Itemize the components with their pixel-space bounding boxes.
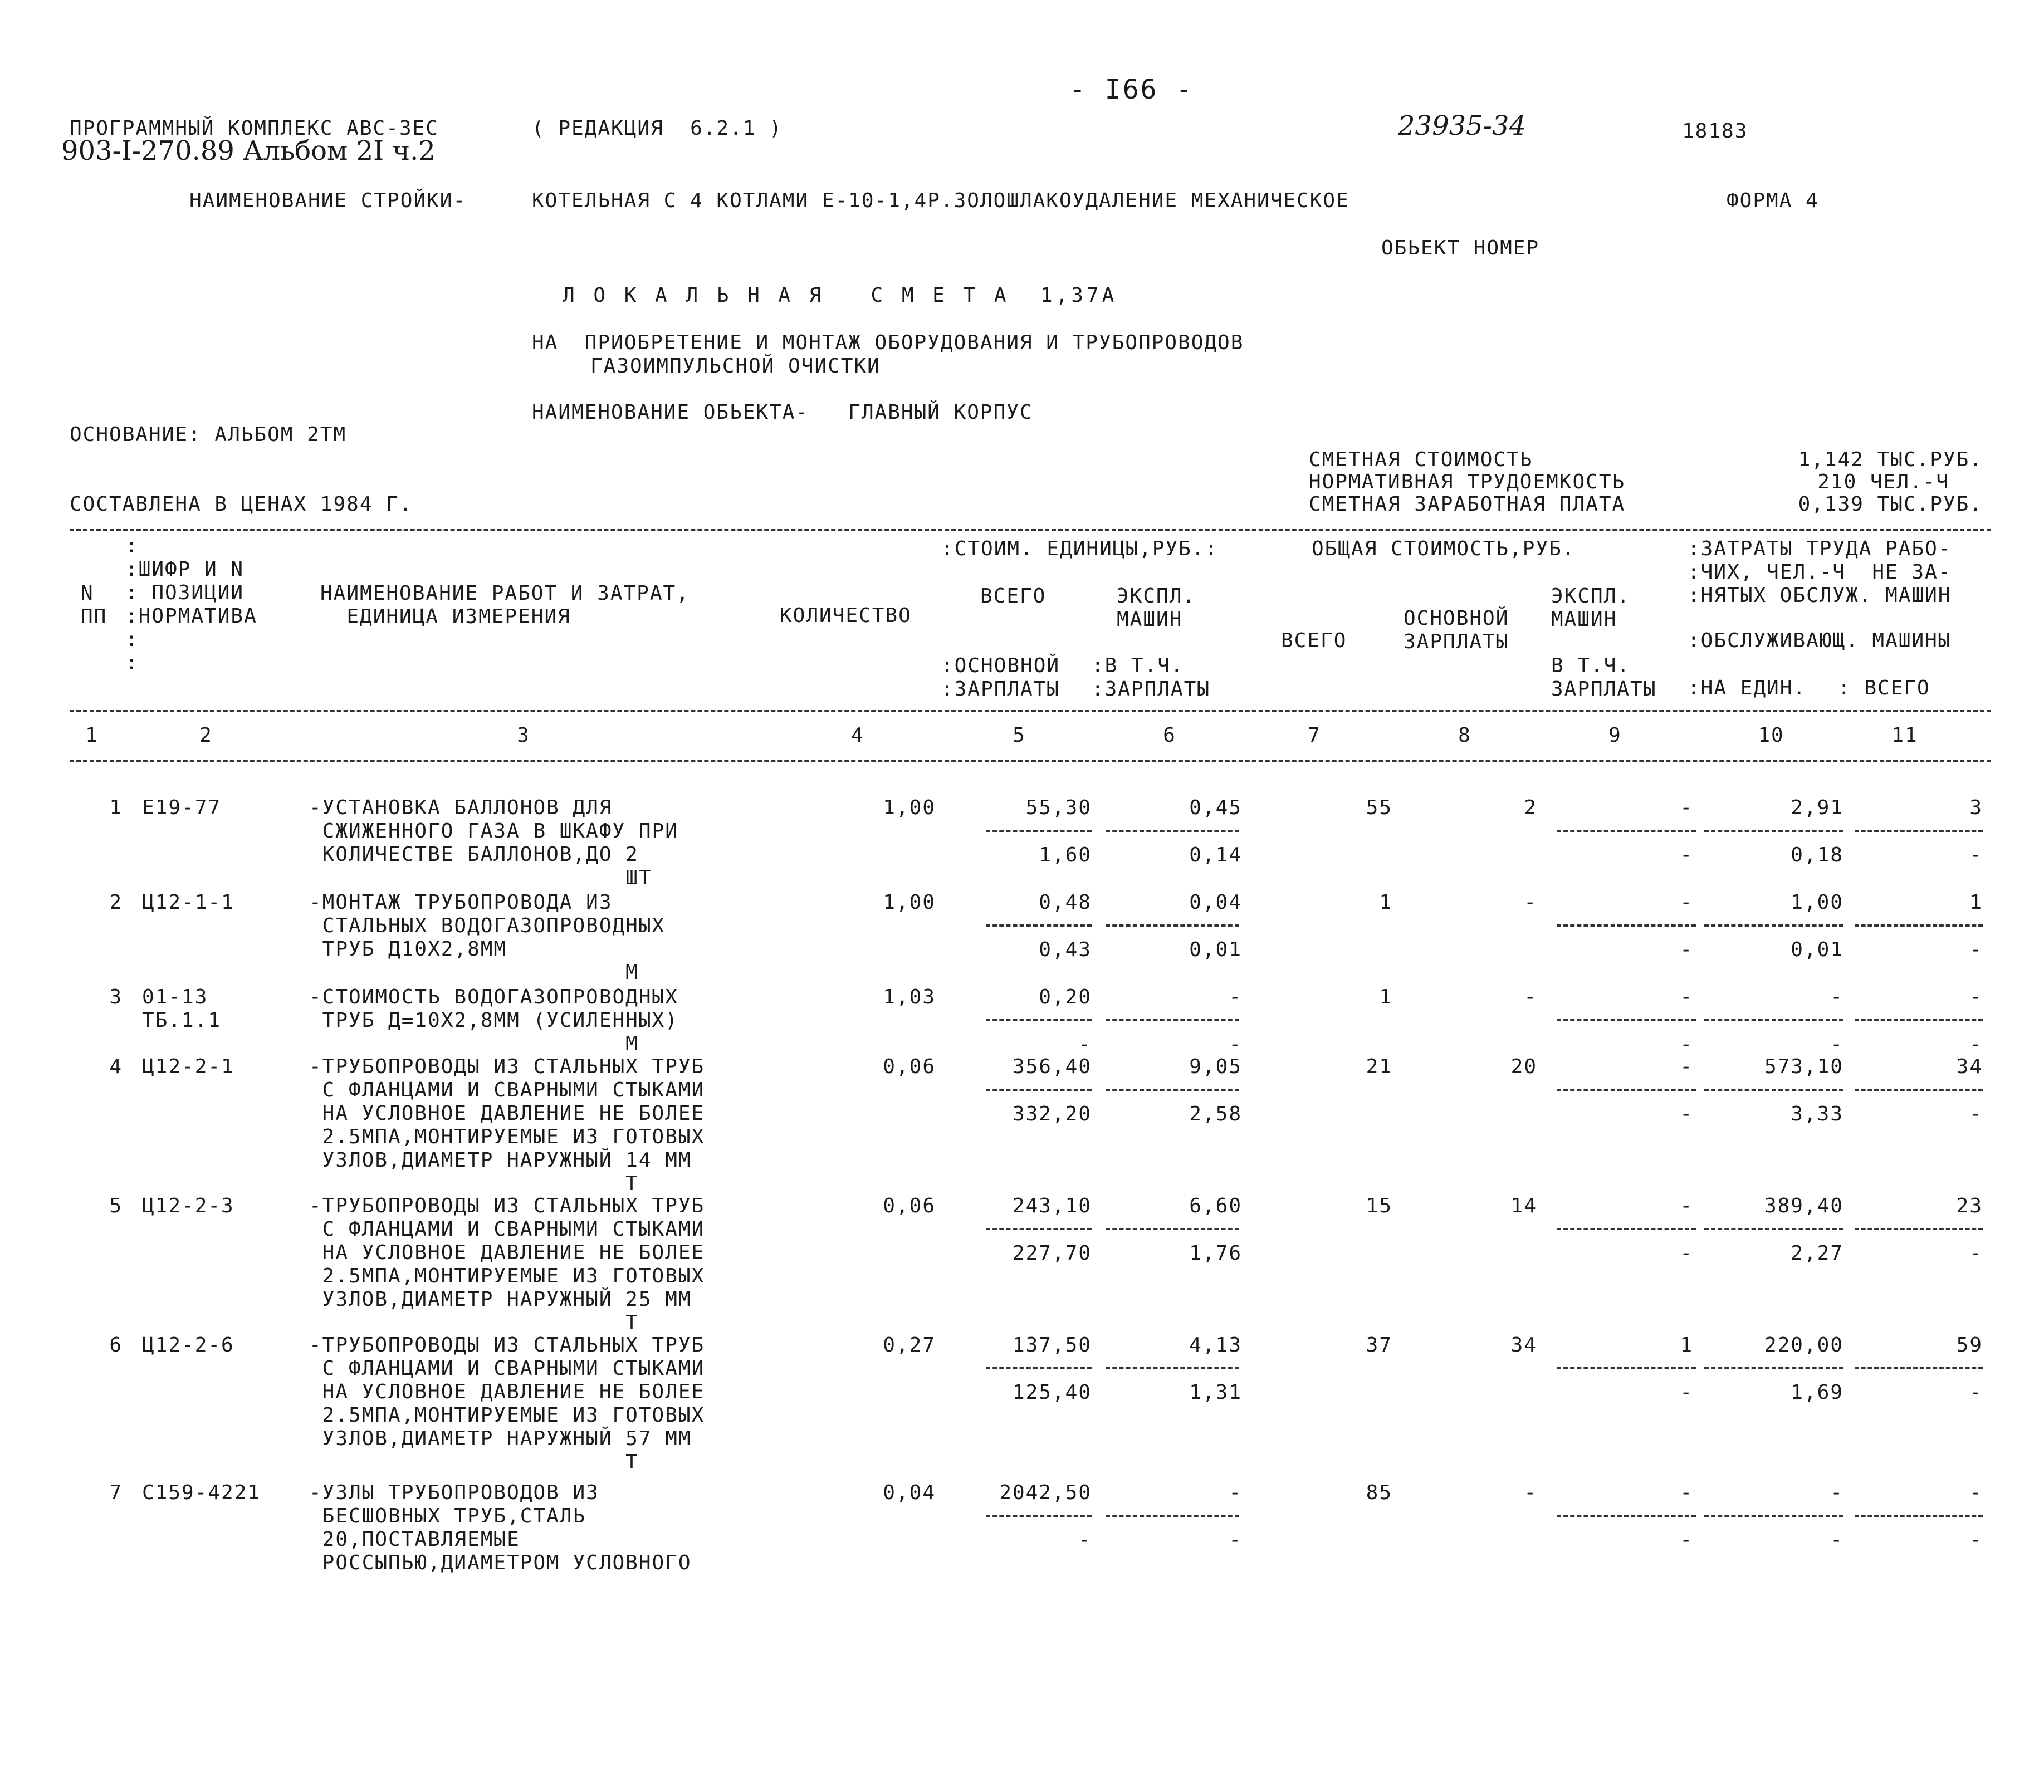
- cell-labor-mach-unit: 0,01: [1791, 938, 1843, 961]
- col-num-5: 5: [1013, 724, 1026, 747]
- cell-unit-wage: -: [1078, 1033, 1092, 1056]
- cell-total-wage: 34: [1510, 1334, 1537, 1357]
- cell-unit-total: 137,50: [1012, 1334, 1092, 1357]
- value-separator: [986, 1019, 1092, 1021]
- cell-qty: 0,06: [883, 1055, 936, 1078]
- value-separator: [1704, 830, 1843, 832]
- cell-qty: 0,06: [883, 1194, 936, 1217]
- cell-total-wage: -: [1524, 1481, 1537, 1504]
- cell-total-mach: -: [1680, 1194, 1693, 1217]
- cell-unit-mach: 0,04: [1189, 891, 1242, 914]
- cell-code: 01-13 ТБ.1.1: [142, 986, 222, 1032]
- cell-labor-mach-total: -: [1969, 1033, 1983, 1056]
- value-separator: [986, 1367, 1092, 1369]
- col-num-3: 3: [517, 724, 530, 747]
- cell-unit-wage: 227,70: [1012, 1242, 1092, 1265]
- cell-n: 6: [109, 1334, 123, 1357]
- page-number: - I66 -: [1069, 74, 1194, 105]
- value-separator: [1855, 1228, 1983, 1230]
- cell-code: Ц12-2-3: [142, 1194, 234, 1217]
- summary-value-labor: 210 ЧЕЛ.-Ч: [1817, 471, 1949, 493]
- value-separator: [986, 1089, 1092, 1091]
- cell-labor-unit: -: [1830, 1481, 1843, 1504]
- cell-unit-total: 0,20: [1039, 986, 1092, 1008]
- value-separator: [1557, 1515, 1696, 1517]
- value-separator: [1557, 1089, 1696, 1091]
- cell-total-wage: -: [1524, 986, 1537, 1008]
- col-num-11: 11: [1891, 724, 1918, 747]
- cell-total: 85: [1366, 1481, 1392, 1504]
- cell-total: 1: [1379, 986, 1392, 1008]
- value-separator: [986, 924, 1092, 927]
- cell-name: -ТРУБОПРОВОДЫ ИЗ СТАЛЬНЫХ ТРУБ С ФЛАНЦАМИ И СВАРНЫМИ СТЫКАМИ НА УСЛОВНОЕ ДАВЛЕНИЕ НЕ БОЛЕЕ 2.5МПА,МОНТИРУЕМЫЕ ИЗ ГОТОВЫХ УЗЛОВ,ДИАМЕТР НАРУЖНЫЙ 14 ММ Т: [309, 1055, 705, 1195]
- cell-total-mach-wage: -: [1680, 844, 1693, 866]
- cell-labor-mach-total: -: [1969, 844, 1983, 866]
- cell-unit-total: 2042,50: [999, 1481, 1092, 1504]
- cell-n: 2: [109, 891, 123, 914]
- construction-name: КОТЕЛЬНАЯ С 4 КОТЛАМИ Е-10-1,4Р.ЗОЛОШЛАКОУДАЛЕНИЕ МЕХАНИЧЕСКОЕ: [532, 189, 1349, 212]
- value-separator: [1704, 1367, 1843, 1369]
- cell-total-mach-wage: -: [1680, 938, 1693, 961]
- cell-code: С159-4221: [142, 1481, 261, 1504]
- cell-qty: 1,00: [883, 891, 936, 914]
- purpose-line2: ГАЗОИМПУЛЬСНОЙ ОЧИСТКИ: [590, 355, 881, 378]
- cell-name: -СТОИМОСТЬ ВОДОГАЗОПРОВОДНЫХ ТРУБ Д=10Х2,8ММ (УСИЛЕННЫХ) М: [309, 986, 678, 1055]
- col-6-header-bottom: :В Т.Ч. :ЗАРПЛАТЫ: [1092, 654, 1211, 701]
- col-5-6-header: :СТОИМ. ЕДИНИЦЫ,РУБ.:: [941, 537, 1219, 560]
- col-8-header: ОСНОВНОЙ ЗАРПЛАТЫ: [1404, 607, 1509, 653]
- cell-labor-mach-unit: 0,18: [1791, 844, 1843, 866]
- cell-code: Ц12-2-6: [142, 1334, 234, 1357]
- edition: ( РЕДАКЦИЯ 6.2.1 ): [532, 117, 783, 140]
- col-num-1: 1: [85, 724, 99, 747]
- value-separator: [1106, 1228, 1239, 1230]
- cell-labor-unit: 220,00: [1764, 1334, 1843, 1357]
- cell-total-mach-wage: -: [1680, 1242, 1693, 1265]
- cell-n: 4: [109, 1055, 123, 1078]
- value-separator: [1704, 1228, 1843, 1230]
- cell-unit-wage: 125,40: [1012, 1381, 1092, 1404]
- col-10-header: :НА ЕДИН.: [1688, 677, 1807, 699]
- cell-name: -МОНТАЖ ТРУБОПРОВОДА ИЗ СТАЛЬНЫХ ВОДОГАЗОПРОВОДНЫХ ТРУБ Д10Х2,8ММ М: [309, 891, 666, 984]
- cell-unit-mach-wage: -: [1229, 1033, 1242, 1056]
- header-mid-rule: [70, 710, 1991, 712]
- cell-labor-unit: 1,00: [1791, 891, 1843, 914]
- value-separator: [1106, 1089, 1239, 1091]
- cell-total-mach: -: [1680, 796, 1693, 819]
- cell-name: -ТРУБОПРОВОДЫ ИЗ СТАЛЬНЫХ ТРУБ С ФЛАНЦАМИ И СВАРНЫМИ СТЫКАМИ НА УСЛОВНОЕ ДАВЛЕНИЕ НЕ БОЛЕЕ 2.5МПА,МОНТИРУЕМЫЕ ИЗ ГОТОВЫХ УЗЛОВ,ДИАМЕТР НАРУЖНЫЙ 25 ММ Т: [309, 1194, 705, 1334]
- col-11-header: : ВСЕГО: [1838, 677, 1930, 699]
- cell-code: Ц12-2-1: [142, 1055, 234, 1078]
- value-separator: [986, 1228, 1092, 1230]
- estimate-title: Л О К А Л Ь Н А Я С М Е Т А 1,37А: [563, 284, 1118, 307]
- cell-labor-unit: 2,91: [1791, 796, 1843, 819]
- col-3-header: НАИМЕНОВАНИЕ РАБОТ И ЗАТРАТ, ЕДИНИЦА ИЗМЕРЕНИЯ: [320, 582, 690, 628]
- cell-qty: 1,03: [883, 986, 936, 1008]
- cell-total: 37: [1366, 1334, 1392, 1357]
- cell-n: 7: [109, 1481, 123, 1504]
- cell-name: -УСТАНОВКА БАЛЛОНОВ ДЛЯ СЖИЖЕННОГО ГАЗА В ШКАФУ ПРИ КОЛИЧЕСТВЕ БАЛЛОНОВ,ДО 2 ШТ: [309, 796, 678, 889]
- value-separator: [1704, 924, 1843, 927]
- cell-unit-wage: -: [1078, 1529, 1092, 1551]
- value-separator: [1557, 924, 1696, 927]
- cell-labor-unit: 573,10: [1764, 1055, 1843, 1078]
- cell-total: 1: [1379, 891, 1392, 914]
- cell-total-mach: -: [1680, 1481, 1693, 1504]
- cell-labor-mach-total: -: [1969, 1381, 1983, 1404]
- cell-code: Ц12-1-1: [142, 891, 234, 914]
- cell-total-wage: 14: [1510, 1194, 1537, 1217]
- table-top-rule: [70, 529, 1991, 531]
- cell-labor-total: 23: [1956, 1194, 1983, 1217]
- cell-labor-total: 1: [1969, 891, 1983, 914]
- cell-unit-mach-wage: -: [1229, 1529, 1242, 1551]
- cell-labor-unit: -: [1830, 986, 1843, 1008]
- basis: ОСНОВАНИЕ: АЛЬБОМ 2ТМ: [70, 423, 347, 446]
- cell-unit-total: 243,10: [1012, 1194, 1092, 1217]
- col-10-11-subheader: :ОБСЛУЖИВАЮЩ. МАШИНЫ: [1688, 629, 1952, 652]
- cell-unit-mach: 4,13: [1189, 1334, 1242, 1357]
- program-name: ПРОГРАММНЫЙ КОМПЛЕКС АВС-3ЕС: [70, 117, 439, 140]
- cell-total-wage: 20: [1510, 1055, 1537, 1078]
- cell-unit-mach-wage: 0,14: [1189, 844, 1242, 866]
- object-name: НАИМЕНОВАНИЕ ОБЬЕКТА- ГЛАВНЫЙ КОРПУС: [532, 401, 1033, 424]
- cell-qty: 0,27: [883, 1334, 936, 1357]
- cell-labor-mach-unit: -: [1830, 1529, 1843, 1551]
- object-number: ОБЬЕКТ НОМЕР: [1381, 237, 1540, 260]
- cell-unit-mach: 9,05: [1189, 1055, 1242, 1078]
- cell-n: 5: [109, 1194, 123, 1217]
- value-separator: [986, 1515, 1092, 1517]
- cell-n: 3: [109, 986, 123, 1008]
- cell-unit-mach: -: [1229, 986, 1242, 1008]
- col-num-10: 10: [1758, 724, 1784, 747]
- value-separator: [1106, 1367, 1239, 1369]
- value-separator: [1855, 830, 1983, 832]
- value-separator: [1855, 1515, 1983, 1517]
- cell-labor-total: -: [1969, 1481, 1983, 1504]
- col-5-header-bottom: :ОСНОВНОЙ :ЗАРПЛАТЫ: [941, 654, 1060, 701]
- value-separator: [1557, 830, 1696, 832]
- cell-unit-mach: -: [1229, 1481, 1242, 1504]
- value-separator: [1855, 924, 1983, 927]
- value-separator: [1557, 1367, 1696, 1369]
- construction-label: НАИМЕНОВАНИЕ СТРОЙКИ-: [189, 189, 467, 212]
- cell-unit-mach: 6,60: [1189, 1194, 1242, 1217]
- cell-name: -ТРУБОПРОВОДЫ ИЗ СТАЛЬНЫХ ТРУБ С ФЛАНЦАМИ И СВАРНЫМИ СТЫКАМИ НА УСЛОВНОЕ ДАВЛЕНИЕ НЕ БОЛЕЕ 2.5МПА,МОНТИРУЕМЫЕ ИЗ ГОТОВЫХ УЗЛОВ,ДИАМЕТР НАРУЖНЫЙ 57 ММ Т: [309, 1334, 705, 1473]
- col-7-9-header: ОБЩАЯ СТОИМОСТЬ,РУБ.: [1312, 537, 1576, 560]
- summary-value-cost: 1,142 ТЫС.РУБ.: [1798, 448, 1983, 471]
- cell-unit-wage: 1,60: [1039, 844, 1092, 866]
- cell-total-mach-wage: -: [1680, 1033, 1693, 1056]
- cell-unit-total: 0,48: [1039, 891, 1092, 914]
- col-10-11-header: :ЗАТРАТЫ ТРУДА РАБО- :ЧИХ, ЧЕЛ.-Ч НЕ ЗА- :НЯТЫХ ОБСЛУЖ. МАШИН: [1688, 537, 1952, 607]
- summary-label-wage: СМЕТНАЯ ЗАРАБОТНАЯ ПЛАТА: [1309, 493, 1626, 516]
- cell-total-mach: 1: [1680, 1334, 1693, 1357]
- cell-unit-wage: 0,43: [1039, 938, 1092, 961]
- col-num-7: 7: [1308, 724, 1321, 747]
- cell-unit-total: 55,30: [1025, 796, 1092, 819]
- value-separator: [1106, 924, 1239, 927]
- col-num-2: 2: [199, 724, 213, 747]
- cell-total-wage: 2: [1524, 796, 1537, 819]
- cell-total-mach-wage: -: [1680, 1529, 1693, 1551]
- cell-code: Е19-77: [142, 796, 222, 819]
- value-separator: [1855, 1089, 1983, 1091]
- value-separator: [1704, 1089, 1843, 1091]
- value-separator: [1855, 1019, 1983, 1021]
- col-1-header: N ПП: [81, 582, 107, 628]
- summary-label-labor: НОРМАТИВНАЯ ТРУДОЕМКОСТЬ: [1309, 471, 1626, 493]
- cell-name: -УЗЛЫ ТРУБОПРОВОДОВ ИЗ БЕСШОВНЫХ ТРУБ,СТАЛЬ 20,ПОСТАВЛЯЕМЫЕ РОССЫПЬЮ,ДИАМЕТРОМ УСЛОВНОГО: [309, 1481, 692, 1574]
- cell-total-mach: -: [1680, 986, 1693, 1008]
- form-label: ФОРМА 4: [1727, 189, 1819, 212]
- cell-labor-total: 59: [1956, 1334, 1983, 1357]
- value-separator: [1106, 1515, 1239, 1517]
- cell-total-mach: -: [1680, 891, 1693, 914]
- col-2-header: : :ШИФР И N : ПОЗИЦИИ :НОРМАТИВА : :: [125, 535, 257, 674]
- cell-total-wage: -: [1524, 891, 1537, 914]
- handwritten-album: 903-I-270.89 Альбом 2I ч.2: [61, 135, 436, 167]
- summary-label-cost: СМЕТНАЯ СТОИМОСТЬ: [1309, 448, 1533, 471]
- cell-qty: 1,00: [883, 796, 936, 819]
- cell-unit-mach-wage: 1,76: [1189, 1242, 1242, 1265]
- handwritten-code: 23935-34: [1398, 110, 1526, 141]
- cell-labor-mach-unit: 3,33: [1791, 1103, 1843, 1125]
- col-9-header-bottom: В Т.Ч. ЗАРПЛАТЫ: [1551, 654, 1657, 701]
- value-separator: [1106, 830, 1239, 832]
- prices-year: СОСТАВЛЕНА В ЦЕНАХ 1984 Г.: [70, 493, 413, 516]
- cell-labor-mach-unit: 1,69: [1791, 1381, 1843, 1404]
- col-6-header-top: ЭКСПЛ. МАШИН: [1117, 585, 1196, 631]
- cell-labor-total: -: [1969, 986, 1983, 1008]
- cell-labor-mach-total: -: [1969, 1242, 1983, 1265]
- cell-labor-mach-total: -: [1969, 938, 1983, 961]
- cell-total-mach-wage: -: [1680, 1381, 1693, 1404]
- cell-unit-wage: 332,20: [1012, 1103, 1092, 1125]
- cell-total-mach-wage: -: [1680, 1103, 1693, 1125]
- cell-labor-mach-total: -: [1969, 1529, 1983, 1551]
- value-separator: [1557, 1019, 1696, 1021]
- header-bottom-rule: [70, 760, 1991, 762]
- cell-labor-total: 3: [1969, 796, 1983, 819]
- col-num-6: 6: [1163, 724, 1176, 747]
- value-separator: [1557, 1228, 1696, 1230]
- col-num-4: 4: [851, 724, 864, 747]
- col-5-header-top: ВСЕГО: [980, 585, 1047, 608]
- cell-unit-mach-wage: 0,01: [1189, 938, 1242, 961]
- col-4-header: КОЛИЧЕСТВО: [780, 604, 912, 627]
- purpose-line1: НА ПРИОБРЕТЕНИЕ И МОНТАЖ ОБОРУДОВАНИЯ И ТРУБОПРОВОДОВ: [532, 331, 1244, 354]
- cell-total: 15: [1366, 1194, 1392, 1217]
- cell-unit-mach-wage: 2,58: [1189, 1103, 1242, 1125]
- value-separator: [1106, 1019, 1239, 1021]
- col-7-header: ВСЕГО: [1281, 629, 1347, 652]
- cell-labor-mach-unit: -: [1830, 1033, 1843, 1056]
- cell-labor-total: 34: [1956, 1055, 1983, 1078]
- col-num-8: 8: [1458, 724, 1471, 747]
- value-separator: [1704, 1515, 1843, 1517]
- cell-labor-unit: 389,40: [1764, 1194, 1843, 1217]
- cell-total: 55: [1366, 796, 1392, 819]
- cell-n: 1: [109, 796, 123, 819]
- value-separator: [1855, 1367, 1983, 1369]
- value-separator: [986, 830, 1092, 832]
- cell-qty: 0,04: [883, 1481, 936, 1504]
- value-separator: [1704, 1019, 1843, 1021]
- summary-value-wage: 0,139 ТЫС.РУБ.: [1798, 493, 1983, 516]
- sheet-code: 18183: [1682, 120, 1748, 143]
- col-num-9: 9: [1608, 724, 1622, 747]
- cell-labor-mach-unit: 2,27: [1791, 1242, 1843, 1265]
- cell-total-mach: -: [1680, 1055, 1693, 1078]
- cell-unit-mach-wage: 1,31: [1189, 1381, 1242, 1404]
- col-9-header-top: ЭКСПЛ. МАШИН: [1551, 585, 1631, 631]
- cell-unit-mach: 0,45: [1189, 796, 1242, 819]
- cell-unit-total: 356,40: [1012, 1055, 1092, 1078]
- cell-total: 21: [1366, 1055, 1392, 1078]
- cell-labor-mach-total: -: [1969, 1103, 1983, 1125]
